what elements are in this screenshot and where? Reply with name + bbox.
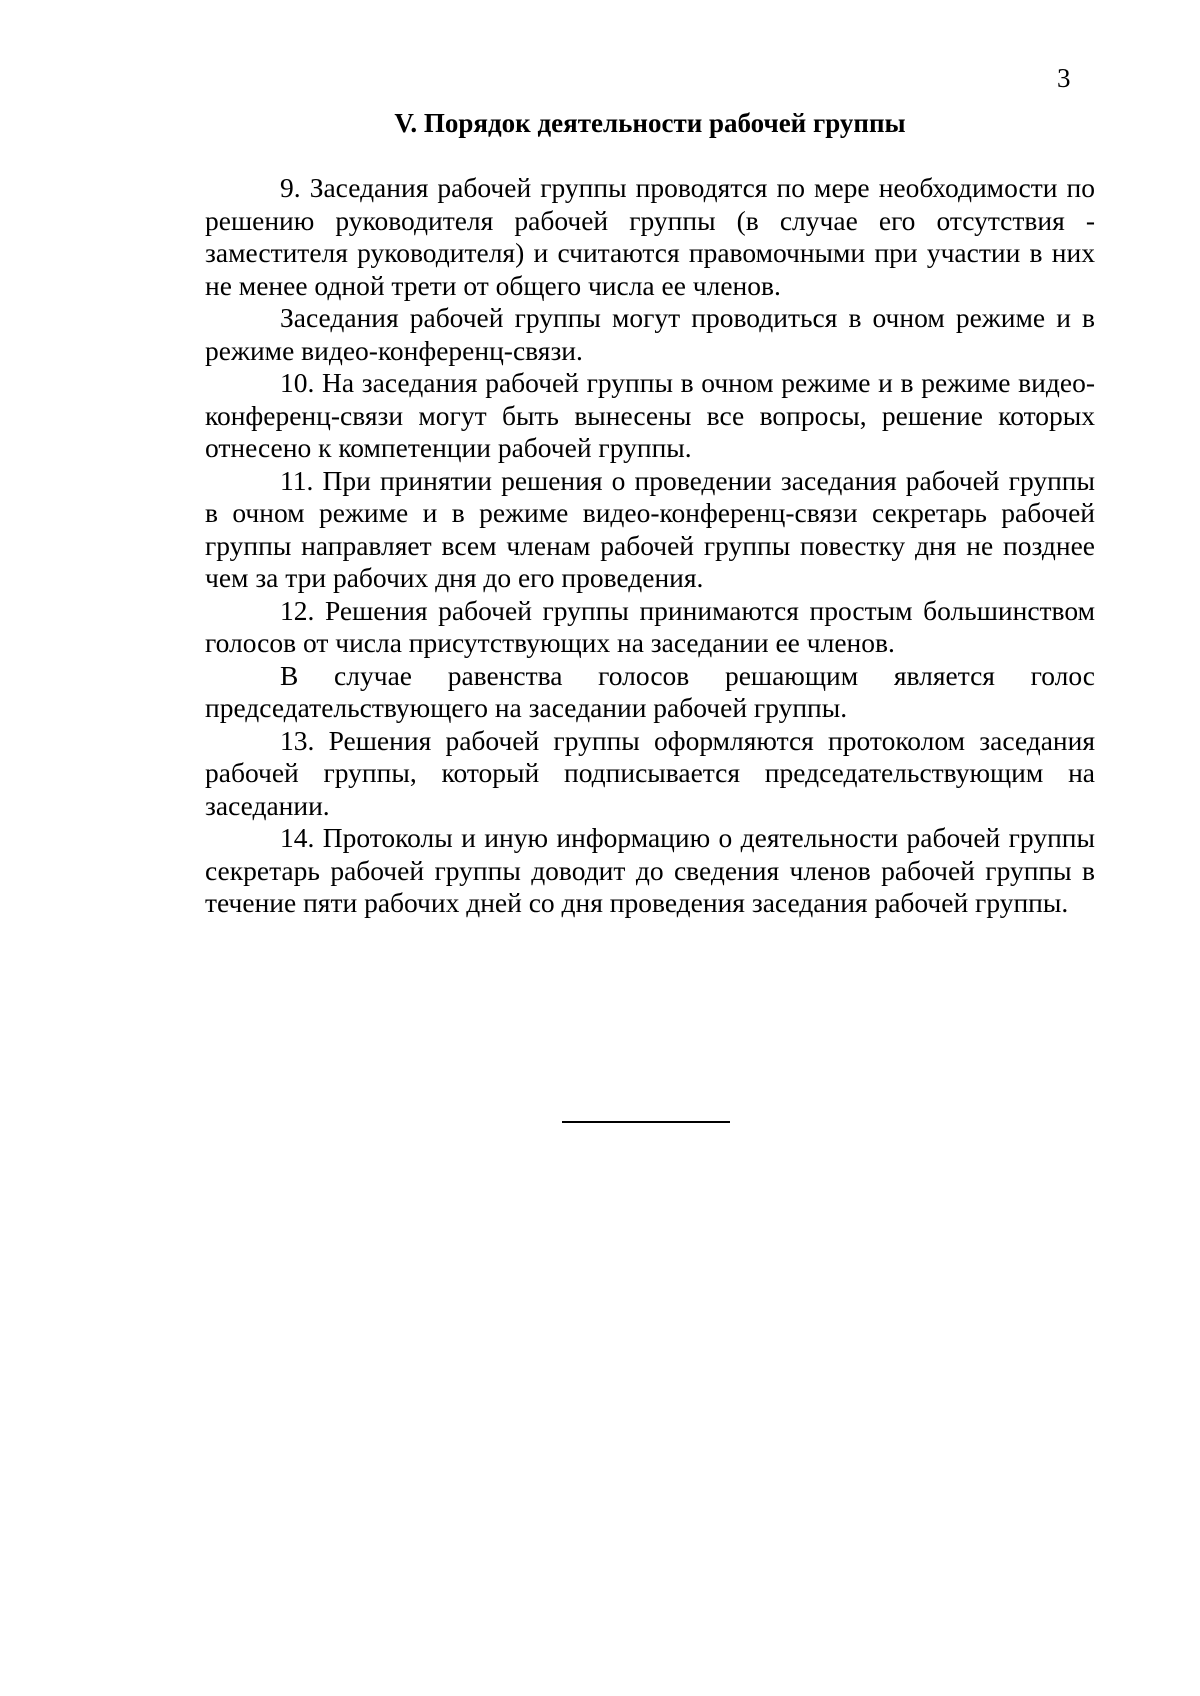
paragraph-13: 13. Решения рабочей группы оформляются протоколом заседания рабочей группы, который подписывается председательствующим на заседании. (205, 724, 1095, 821)
paragraph-11: 11. При принятии решения о проведении заседания рабочей группы в очном режиме и в режиме видео-конференц-связи секретарь рабочей группы направляет всем членам рабочей группы повестку дня не позднее чем за три рабочих дня до его проведения. (205, 464, 1095, 593)
paragraph-12: 12. Решения рабочей группы принимаются простым большинством голосов от числа присутствующих на заседании ее членов. (205, 594, 1095, 658)
paragraph-10: 10. На заседания рабочей группы в очном режиме и в режиме видео-конференц-связи могут быть вынесены все вопросы, решение которых отнесено к компетенции рабочей группы. (205, 367, 1095, 463)
paragraph-14: 14. Протоколы и иную информацию о деятельности рабочей группы секретарь рабочей группы доводит до сведения членов рабочей группы в течение пяти рабочих дней со дня проведения заседания рабочей группы. (205, 822, 1095, 918)
body-text (205, 172, 1095, 920)
section-title: V. Порядок деятельности рабочей группы (394, 108, 906, 138)
paragraph-12-continuation: В случае равенства голосов решающим является голос председательствующего на заседании рабочей группы. (205, 659, 1095, 723)
page-number: 3 (1057, 63, 1071, 93)
paragraph-9-continuation: Заседания рабочей группы могут проводиться в очном режиме и в режиме видео-конференц-связи. (205, 302, 1095, 366)
end-divider-line (562, 1121, 730, 1123)
paragraph-9: 9. Заседания рабочей группы проводятся по мере необходимости по решению руководителя рабочей группы (в случае его отсутствия - заместителя руководителя) и считаются правомочными при участии в них не менее одной трети от общего числа ее членов. (205, 172, 1095, 301)
